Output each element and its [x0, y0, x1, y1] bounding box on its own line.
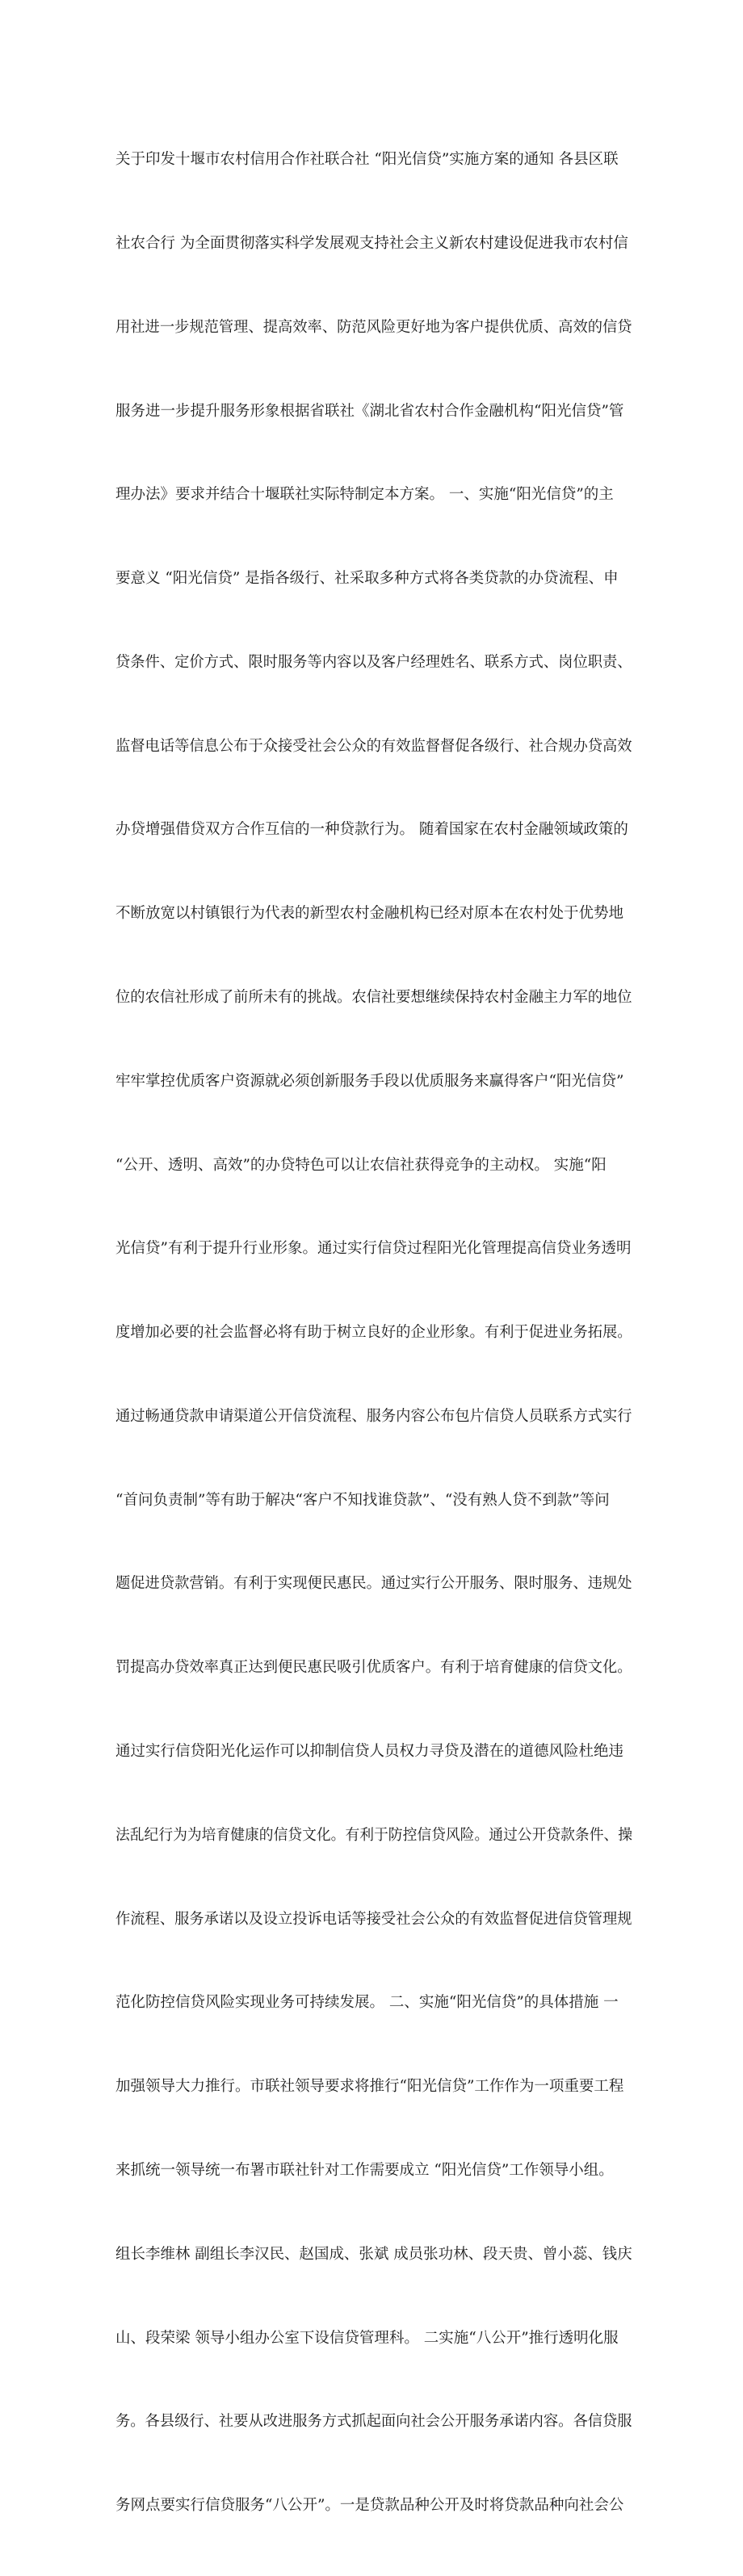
text-line: 光信贷”有利于提升行业形象。通过实行信贷过程阳光化管理提高信贷业务透明: [115, 1240, 632, 1258]
document-body: [115, 90, 632, 2576]
text-line: 关于印发十堰市农村信用合作社联合社 “阳光信贷”实施方案的通知 各县区联: [115, 151, 619, 169]
text-line: 组长李维林 副组长李汉民、赵国成、张斌 成员张功林、段天贵、曾小蕊、钱庆: [115, 2245, 632, 2263]
text-line: 贷条件、定价方式、限时服务等内容以及客户经理姓名、联系方式、岗位职责、: [115, 653, 632, 671]
text-line: 加强领导大力推行。市联社领导要求将推行“阳光信贷”工作作为一项重要工程: [115, 2078, 624, 2096]
text-line: 法乱纪行为为培育健康的信贷文化。有利于防控信贷风险。通过公开贷款条件、操: [115, 1826, 633, 1844]
text-line: 题促进贷款营销。有利于实现便民惠民。通过实行公开服务、限时服务、违规处: [115, 1575, 632, 1593]
text-line: 用社进一步规范管理、提高效率、防范风险更好地为客户提供优质、高效的信贷: [115, 318, 632, 336]
text-line: 服务进一步提升服务形象根据省联社《湖北省农村合作金融机构“阳光信贷”管: [115, 402, 624, 420]
text-line: 作流程、服务承诺以及设立投诉电话等接受社会公众的有效监督促进信贷管理规: [115, 1910, 632, 1928]
text-line: 通过畅通贷款申请渠道公开信贷流程、服务内容公布包片信贷人员联系方式实行: [115, 1407, 632, 1425]
text-line: “首问负责制”等有助于解决“客户不知找谁贷款”、“没有熟人贷不到款”等问: [115, 1491, 610, 1509]
text-line: 务。各县级行、社要从改进服务方式抓起面向社会公开服务承诺内容。各信贷服: [115, 2413, 632, 2431]
text-line: 位的农信社形成了前所未有的挑战。农信社要想继续保持农村金融主力军的地位: [115, 989, 632, 1006]
text-line: 山、段荣梁 领导小组办公室下设信贷管理科。 二实施“八公开”推行透明化服: [115, 2329, 619, 2347]
text-line: 办贷增强借贷双方合作互信的一种贷款行为。 随着国家在农村金融领域政策的: [115, 821, 628, 839]
text-line: 范化防控信贷风险实现业务可持续发展。 二、实施“阳光信贷”的具体措施 一: [115, 1994, 619, 2012]
text-line: “公开、透明、高效”的办贷特色可以让农信社获得竞争的主动权。 实施“阳: [115, 1156, 607, 1174]
text-line: 监督电话等信息公布于众接受社会公众的有效监督督促各级行、社合规办贷高效: [115, 737, 632, 755]
text-line: 社农合行 为全面贯彻落实科学发展观支持社会主义新农村建设促进我市农村信: [115, 234, 628, 252]
text-line: 理办法》要求并结合十堰联社实际特制定本方案。 一、实施“阳光信贷”的主: [115, 486, 614, 504]
text-line: 罚提高办贷效率真正达到便民惠民吸引优质客户。有利于培育健康的信贷文化。: [115, 1659, 632, 1677]
text-line: 务网点要实行信贷服务“八公开”。一是贷款品种公开及时将贷款品种向社会公: [115, 2497, 624, 2515]
text-line: 通过实行信贷阳光化运作可以抑制信贷人员权力寻贷及潜在的道德风险杜绝违: [115, 1743, 624, 1761]
text-line: 牢牢掌控优质客户资源就必须创新服务手段以优质服务来赢得客户“阳光信贷”: [115, 1072, 624, 1090]
text-line: 来抓统一领导统一布署市联社针对工作需要成立 “阳光信贷”工作领导小组。: [115, 2161, 614, 2179]
text-line: 度增加必要的社会监督必将有助于树立良好的企业形象。有利于促进业务拓展。: [115, 1324, 632, 1342]
text-line: 要意义 “阳光信贷” 是指各级行、社采取多种方式将各类贷款的办贷流程、申: [115, 570, 619, 588]
text-line: 不断放宽以村镇银行为代表的新型农村金融机构已经对原本在农村处于优势地: [115, 905, 624, 923]
